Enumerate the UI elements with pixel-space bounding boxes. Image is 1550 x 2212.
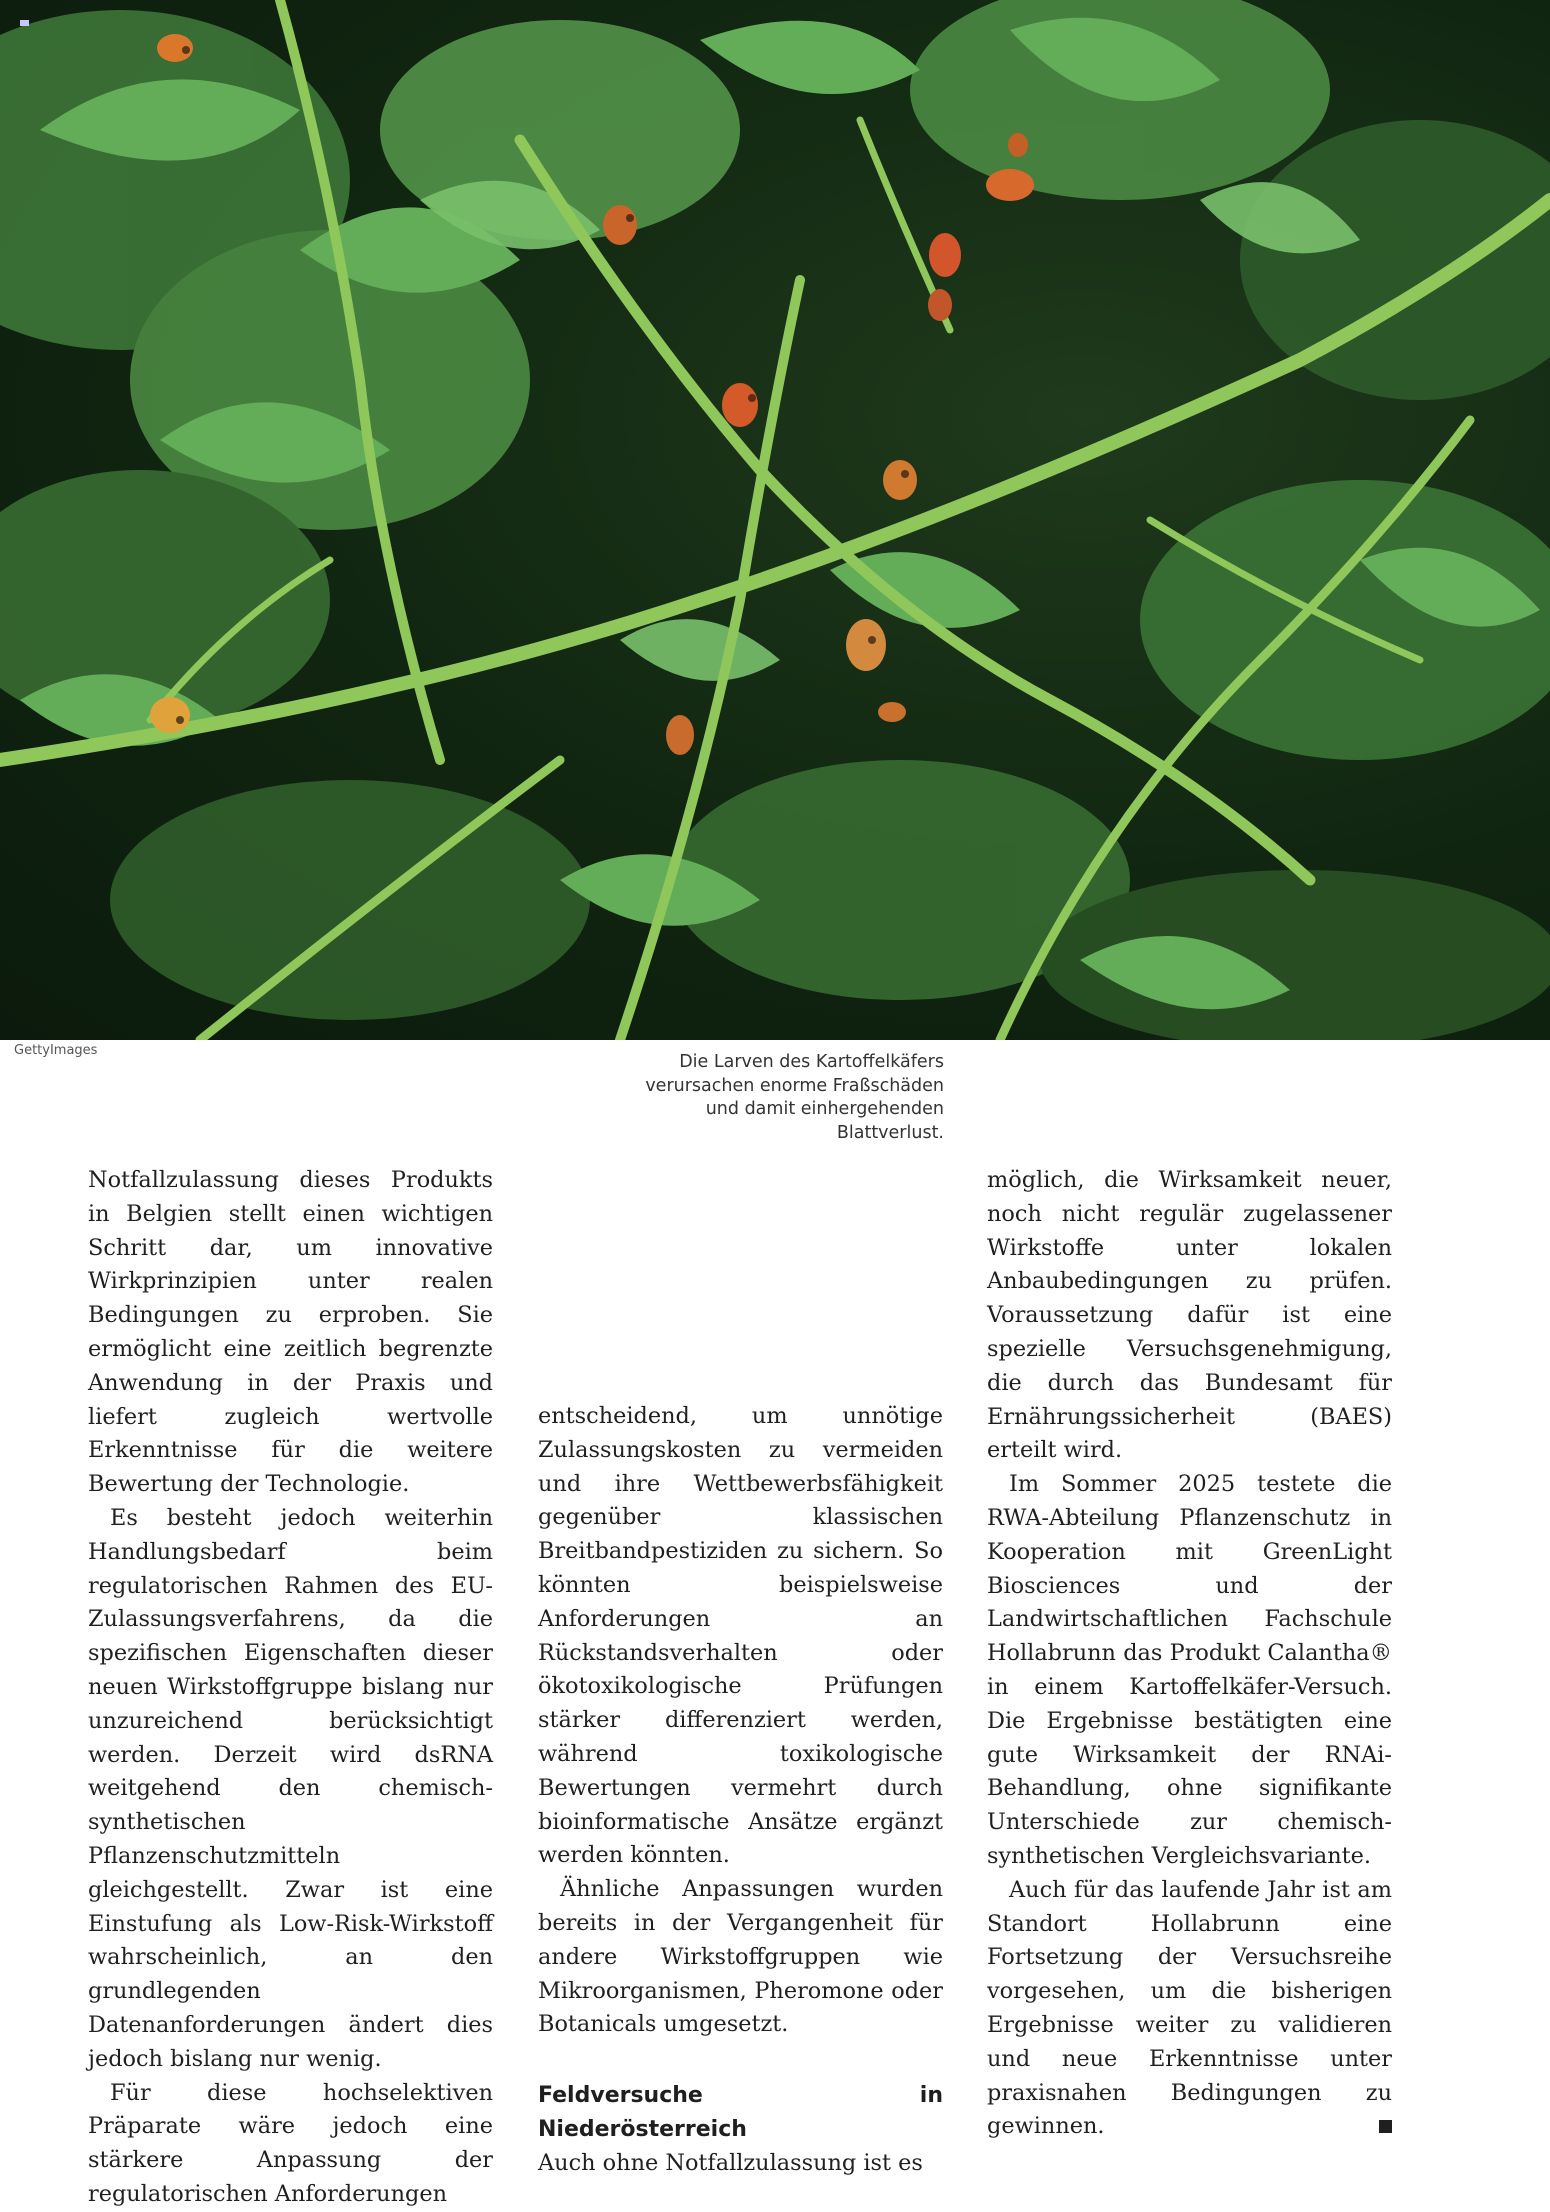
photo-caption: Die Larven des Kartoffelkäfers verursachen enorme Fraßschäden und damit einhergehenden Blattverlust. [645, 1052, 944, 1143]
hero-photo [0, 0, 1550, 1040]
section-heading: Feldversuche in Niederösterreich [538, 2083, 943, 2143]
paragraph: Für diese hochselektiven Präparate wäre jedoch eine stärkere Anpassung der regulatorischen Anforderungen [88, 2079, 493, 2207]
paragraph: Auch ohne Notfallzulassung ist es [538, 2150, 923, 2177]
article-column-1 [88, 1164, 493, 2212]
paragraph: entscheidend, um unnötige Zulassungskosten zu vermeiden und ihre Wettbewerbsfähigkeit gegenüber klassischen Breitbandpestiziden zu sichern. So könnten beispielsweise Anforderungen an Rückstandsverhalten oder ökotoxikologische Prüfungen stärker differenziert werden, während toxikologische Bewertungen vermehrt durch bioinformatische Ansätze ergänzt werden könnten. [538, 1403, 943, 1869]
photo-credit: GettyImages [14, 1043, 98, 1058]
end-mark-icon [1379, 2120, 1392, 2133]
paragraph: Im Sommer 2025 testete die RWA-Abteilung Pflanzenschutz in Kooperation mit GreenLight Biosciences und der Landwirtschaftlichen Fachschule Hollabrunn das Produkt Calantha® in einem Kartoffelkäfer-Versuch. Die Ergebnisse bestätigten eine gute Wirksamkeit der RNAi-Behandlung, ohne signifikante Unterschiede zur chemisch-synthetischen Vergleichsvariante. [987, 1471, 1392, 1869]
potato-plant-illustration [0, 0, 1550, 1040]
paragraph: Ähnliche Anpassungen wurden bereits in der Vergangenheit für andere Wirkstoffgruppen wie Mikroorganismen, Pheromone oder Botanicals umgesetzt. [538, 1876, 943, 2038]
article-column-3 [987, 1164, 1392, 2144]
paragraph-text: Auch für das laufende Jahr ist am Standort Hollabrunn eine Fortsetzung der Versuchsreihe vorgesehen, um die bisherigen Ergebnisse weiter zu validieren und neue Erkenntnisse unter praxisnahen Bedingungen zu gewinnen. [987, 1876, 1392, 2140]
article-column-2 [538, 1400, 943, 2181]
paragraph-last [987, 1874, 1392, 2144]
paragraph: möglich, die Wirksamkeit neuer, noch nicht regulär zugelassener Wirkstoffe unter lokalen Anbaubedingungen zu prüfen. Voraussetzung dafür ist eine spezielle Versuchsgenehmigung, die durch das Bundesamt für Ernährungssicherheit (BAES) erteilt wird. [987, 1167, 1392, 1464]
paragraph: Es besteht jedoch weiterhin Handlungsbedarf beim regulatorischen Rahmen des EU-Zulassungsverfahrens, da die spezifischen Eigenschaften dieser neuen Wirkstoffgruppe bislang nur unzureichend berücksichtigt werden. Derzeit wird dsRNA weitgehend den chemisch-synthetischen Pflanzenschutzmitteln gleichgestellt. Zwar ist eine Einstufung als Low-Risk-Wirkstoff wahrscheinlich, an den grundlegenden Datenanforderungen ändert dies jedoch bislang nur wenig. [88, 1504, 493, 2072]
paragraph: Notfallzulassung dieses Produkts in Belgien stellt einen wichtigen Schritt dar, um innovative Wirkprinzipien unter realen Bedingungen zu erproben. Sie ermöglicht eine zeitlich begrenzte Anwendung in der Praxis und liefert zugleich wertvolle Erkenntnisse für die weitere Bewertung der Technologie. [88, 1167, 493, 1498]
